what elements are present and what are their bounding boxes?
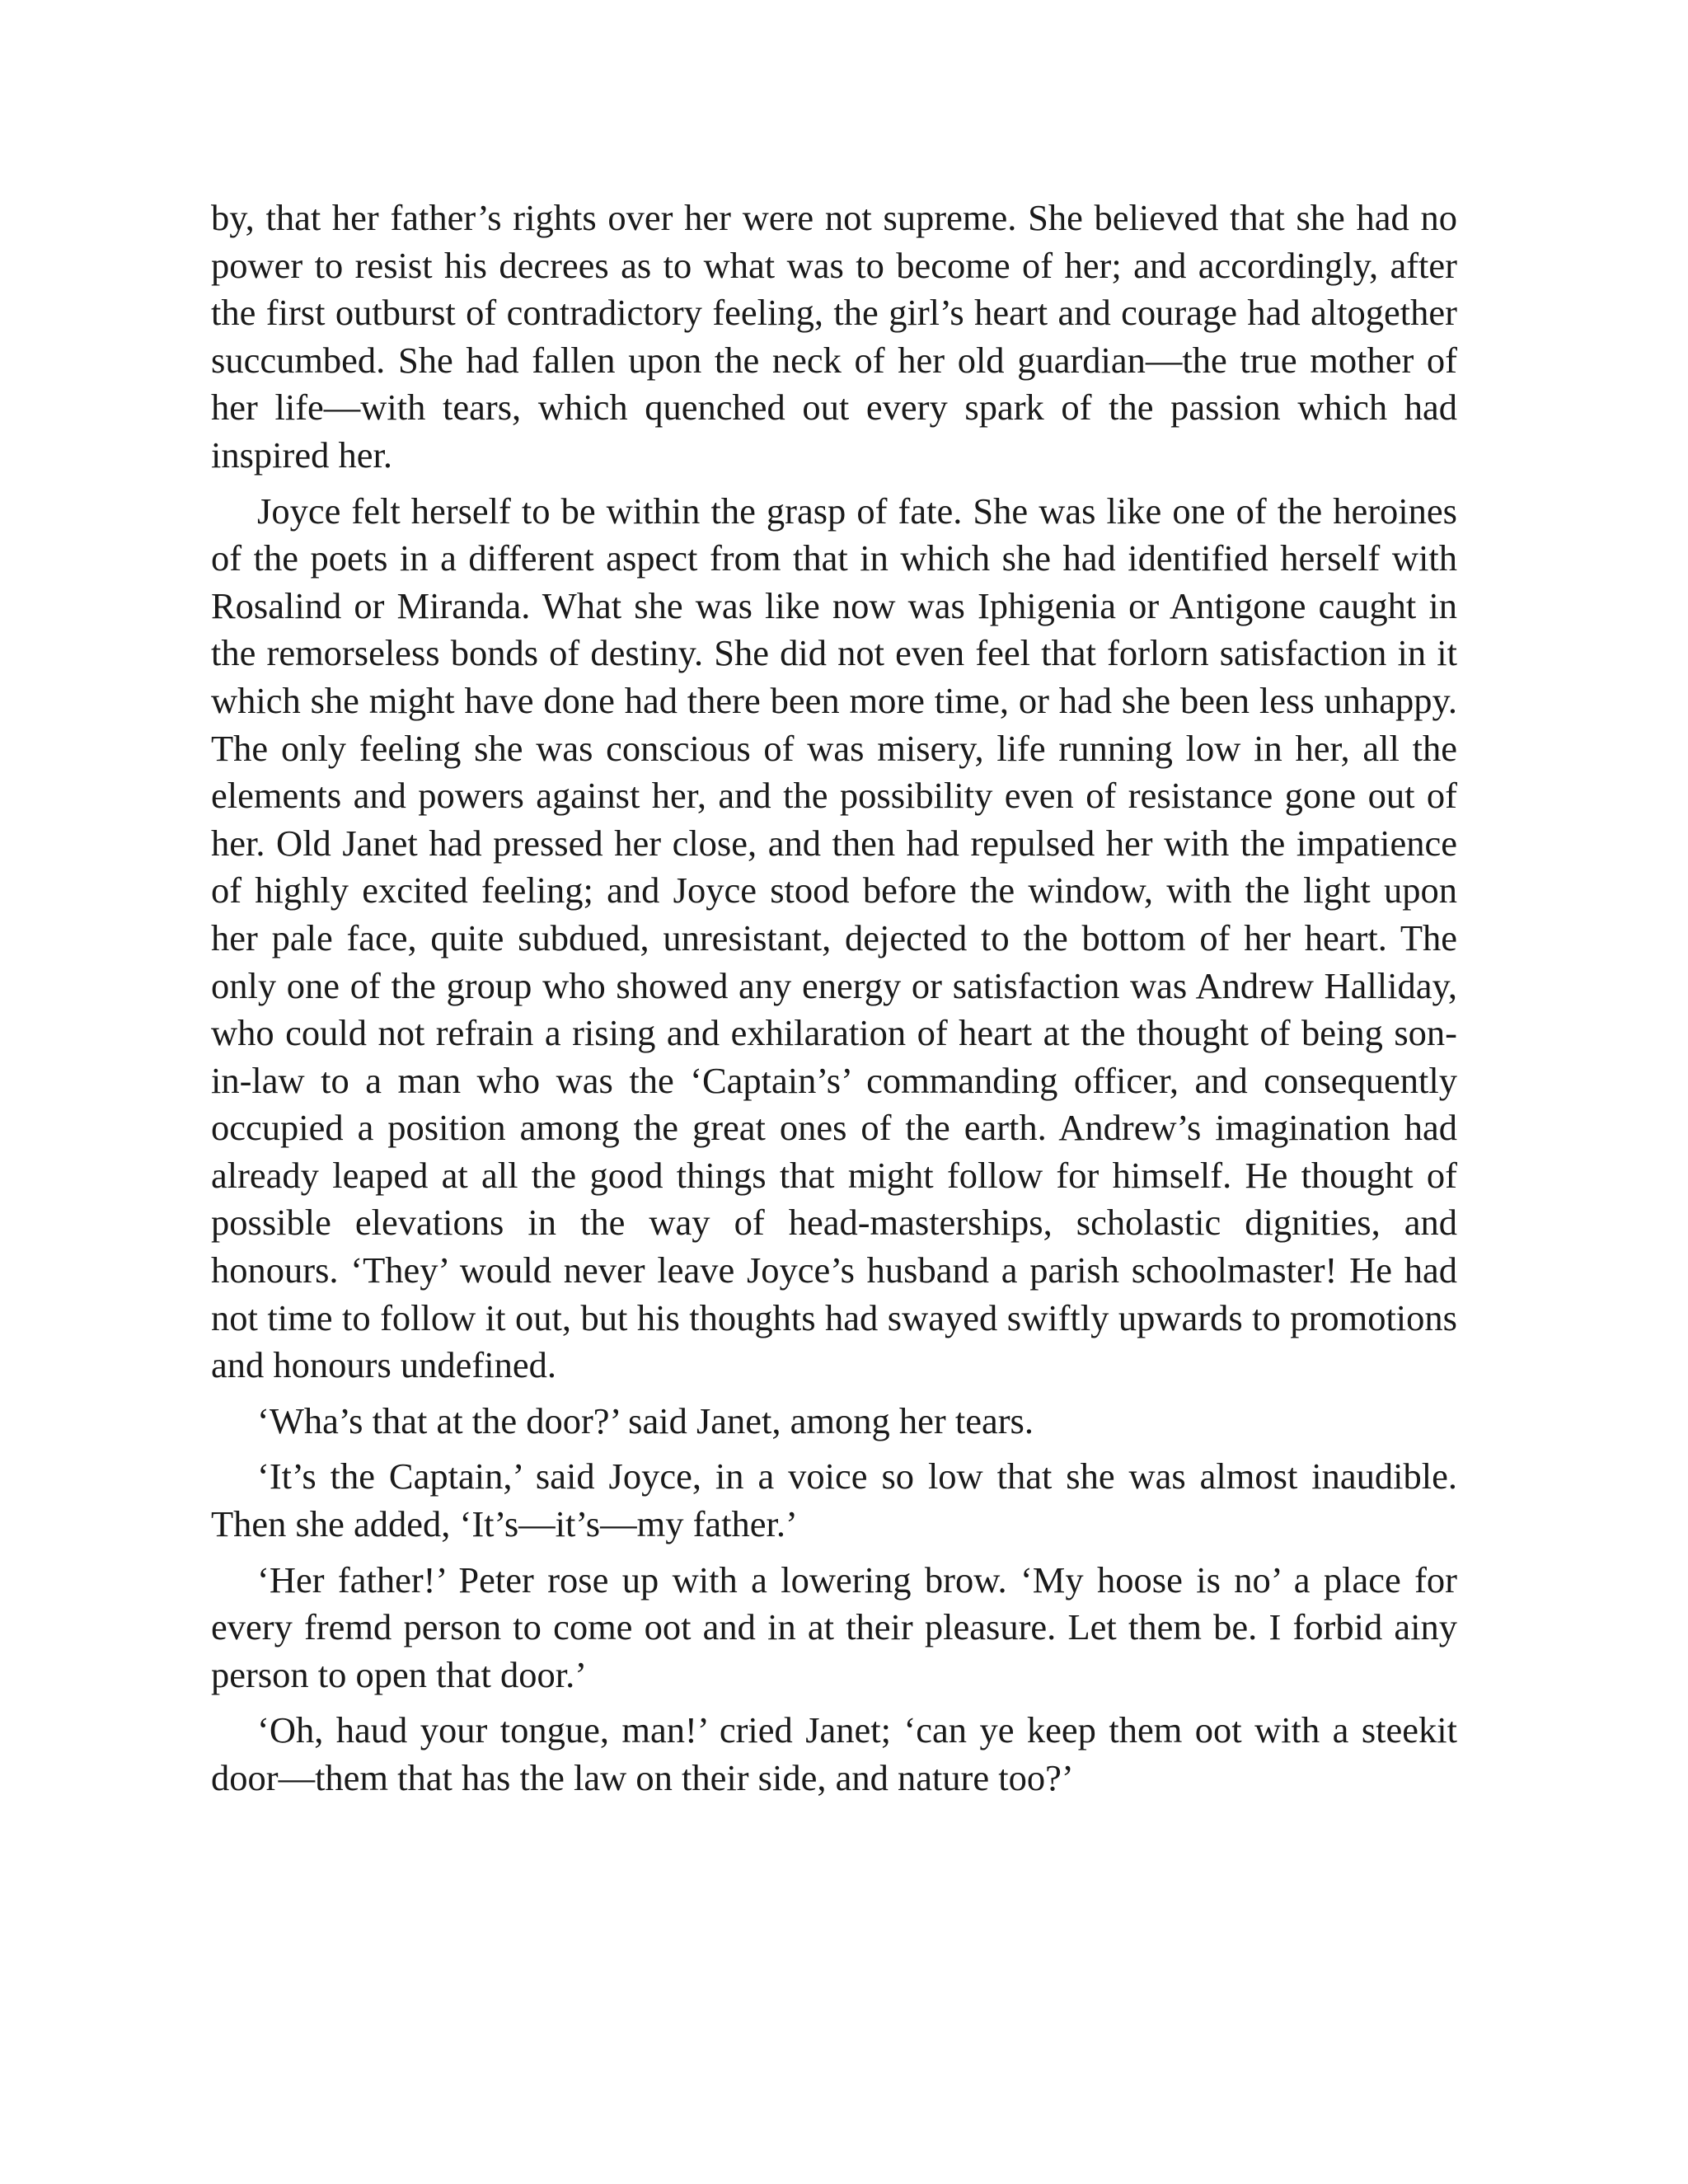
paragraph-continuation: by, that her father’s rights over her were not supreme. She believed that she had no power to resist his decrees as to what was to become of her; and accordingly, after the first outburst of contradictory feeling, the girl’s heart and courage had altogether succumbed. She had fallen upon the neck of her old guardian—the true mother of her life—with tears, which quenched out every spark of the passion which had inspired her.: [211, 197, 1457, 476]
paragraph-joyce-captain: ‘It’s the Captain,’ said Joyce, in a voice so low that she was almost inaudible. Then she added, ‘It’s—it’s—my father.’: [211, 1455, 1457, 1545]
paragraph-janet-tongue: ‘Oh, haud your tongue, man!’ cried Janet; ‘can ye keep them oot with a steekit door—them that has the law on their side, and nature too?’: [211, 1709, 1457, 1798]
paragraph-peter-hoose: ‘Her father!’ Peter rose up with a lowering brow. ‘My hoose is no’ a place for every fremd person to come oot and in at their pleasure. Let them be. I forbid ainy person to open that door.’: [211, 1558, 1457, 1695]
paragraph-janet-door: ‘Wha’s that at the door?’ said Janet, among her tears.: [257, 1399, 1034, 1441]
paragraph-joyce-fate: Joyce felt herself to be within the grasp of fate. She was like one of the heroines of the poets in a different aspect from that in which she had identified herself with Rosalind or Miranda. What she was like now was Iphigenia or Antigone caught in the remorseless bonds of destiny. She did not even feel that forlorn satisfaction in it which she might have done had there been more time, or had she been less unhappy. The only feeling she was conscious of was misery, life running low in her, all the elements and powers against her, and the possibility even of resistance gone out of her. Old Janet had pressed her close, and then had repulsed her with the impatience of highly excited feeling; and Joyce stood before the window, with the light upon her pale face, quite subdued, unresistant, dejected to the bottom of her heart. The only one of the group who showed any energy or satisfaction was Andrew Halliday, who could not refrain a rising and exhilaration of heart at the thought of being son-in-law to a man who was the ‘Captain’s’ commanding officer, and consequently occupied a position among the great ones of the earth. Andrew’s imagination had already leaped at all the good things that might follow for himself. He thought of possible elevations in the way of head-masterships, scholastic dignities, and honours. ‘They’ would never leave Joyce’s husband a parish schoolmaster! He had not time to follow it out, but his thoughts had swayed swiftly upwards to promotions and honours undefined.: [211, 490, 1457, 1386]
book-page: [211, 194, 1457, 1811]
